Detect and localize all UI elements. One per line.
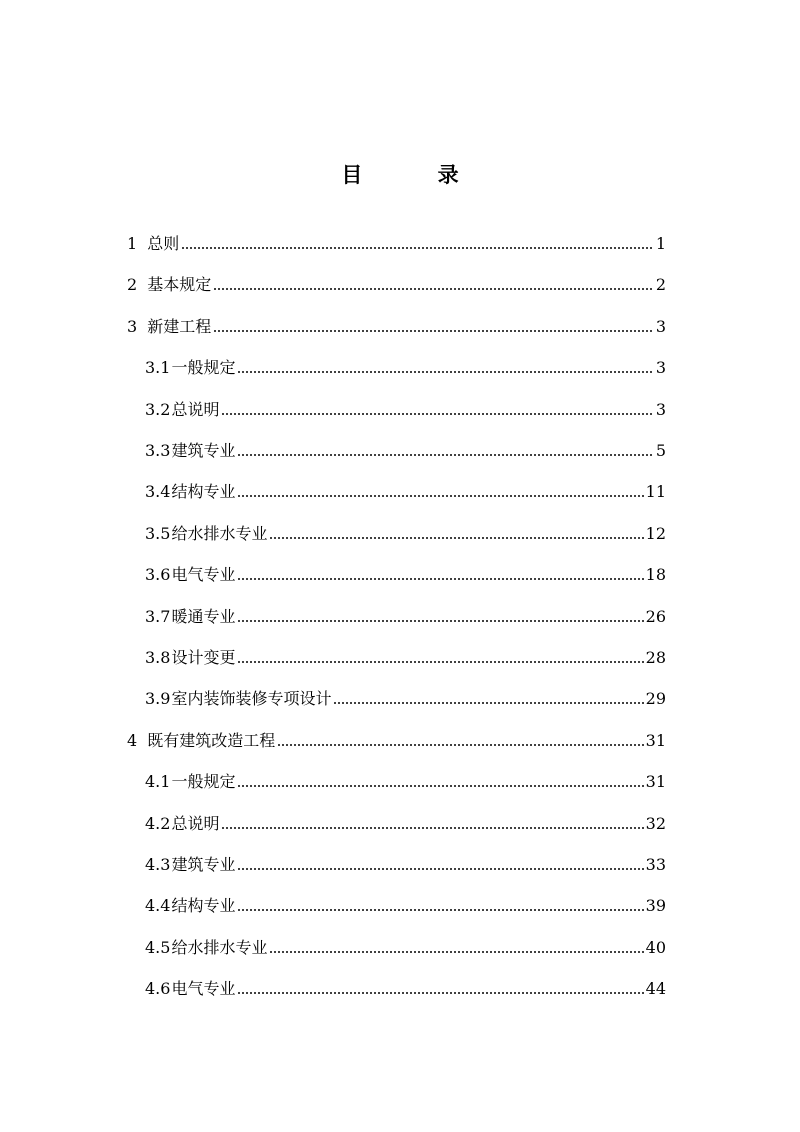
toc-entry-number: 3.4	[145, 482, 171, 502]
toc-entry[interactable]	[145, 390, 666, 420]
toc-entry[interactable]	[145, 597, 666, 627]
toc-entry-page-number: 28	[645, 648, 666, 667]
toc-entry-label	[127, 731, 275, 751]
toc-entry-label	[145, 400, 219, 420]
toc-entry-label	[145, 772, 235, 792]
toc-dot-leader	[237, 454, 653, 456]
toc-dot-leader	[237, 909, 643, 911]
toc-entry-number: 4	[127, 730, 138, 750]
toc-entry[interactable]	[145, 514, 666, 544]
toc-entry-page-number: 12	[645, 523, 666, 543]
toc-dot-leader	[269, 537, 643, 539]
toc-entry-page-number: 31	[645, 730, 666, 750]
toc-entry-number: 3.8	[145, 648, 171, 667]
toc-entry[interactable]	[145, 804, 666, 834]
toc-entry-page-number: 3	[655, 399, 666, 419]
toc-dot-leader	[237, 578, 643, 580]
toc-dot-leader	[213, 288, 654, 290]
toc-entry-number: 3.5	[145, 523, 171, 543]
toc-entry-title: 总则	[147, 234, 180, 253]
toc-entry[interactable]	[145, 472, 666, 502]
toc-entry-page-number: 11	[645, 482, 666, 502]
toc-dot-leader	[221, 413, 653, 415]
toc-entry-label	[127, 317, 211, 337]
toc-entry-title: 设计变更	[171, 648, 236, 667]
toc-entry[interactable]	[145, 762, 666, 792]
toc-entry-number: 3.6	[145, 565, 171, 585]
toc-dot-leader	[237, 661, 643, 663]
toc-dot-leader	[237, 620, 643, 622]
toc-entry-page-number: 26	[645, 606, 666, 626]
toc-entry-number: 4.3	[145, 855, 171, 874]
toc-dot-leader	[269, 951, 643, 953]
toc-entry-page-number: 39	[645, 896, 666, 916]
toc-entry-title: 建筑专业	[171, 855, 236, 874]
toc-dot-leader	[237, 785, 643, 787]
toc-entry-label	[145, 896, 235, 916]
toc-dot-leader	[237, 868, 643, 870]
toc-entry-label	[145, 855, 235, 875]
toc-entry-number: 3.9	[145, 689, 171, 709]
toc-entry-title: 室内装饰装修专项设计	[171, 689, 332, 709]
toc-entry-page-number: 29	[645, 689, 666, 709]
toc-entry-number: 3.3	[145, 441, 171, 460]
toc-entry-label	[145, 482, 235, 502]
toc-dot-leader	[277, 744, 643, 746]
toc-entry-page-number: 40	[645, 937, 666, 957]
toc-dot-leader	[181, 247, 654, 249]
toc-entry-page-number: 1	[655, 234, 666, 253]
toc-entry-title: 暖通专业	[171, 606, 236, 626]
toc-entry-title: 一般规定	[171, 772, 236, 792]
toc-entry-number: 3.1	[145, 358, 171, 378]
toc-entry-page-number: 32	[645, 813, 666, 833]
toc-entry-label	[145, 524, 267, 544]
toc-entry-number: 4.5	[145, 937, 171, 957]
toc-entry-page-number: 3	[655, 316, 666, 336]
toc-entry-title: 新建工程	[147, 316, 212, 336]
toc-entry-page-number: 5	[655, 441, 666, 460]
toc-entry-page-number: 18	[645, 565, 666, 585]
toc-entry-title: 结构专业	[171, 896, 236, 916]
toc-entry-label	[145, 814, 219, 834]
toc-entry[interactable]	[145, 679, 666, 709]
toc-entry-title: 给水排水专业	[171, 523, 268, 543]
toc-entry-label	[145, 648, 235, 668]
toc-entry[interactable]	[127, 265, 666, 295]
toc-entry-label	[145, 979, 235, 999]
toc-entry-number: 4.4	[145, 896, 171, 916]
toc-entry-page-number: 3	[655, 358, 666, 378]
toc-dot-leader	[213, 330, 654, 332]
toc-entry[interactable]	[145, 638, 666, 668]
toc-entry-title: 总说明	[171, 399, 220, 419]
page-title: 目 录	[341, 163, 493, 187]
toc-entry[interactable]	[127, 307, 666, 337]
toc-entry-number: 4.6	[145, 979, 171, 999]
toc-dot-leader	[237, 371, 653, 373]
toc-entry[interactable]	[145, 431, 666, 461]
toc-entry-title: 基本规定	[147, 275, 212, 295]
toc-entry[interactable]	[145, 886, 666, 916]
toc-entry[interactable]	[145, 969, 666, 999]
toc-entry-title: 电气专业	[171, 979, 236, 999]
toc-entry[interactable]	[127, 224, 666, 254]
toc-entry-label	[145, 441, 235, 461]
toc-entry-title: 既有建筑改造工程	[147, 730, 276, 750]
toc-dot-leader	[333, 702, 643, 704]
toc-entry-page-number: 2	[655, 275, 666, 295]
toc-entry[interactable]	[145, 928, 666, 958]
toc-entry-label	[127, 275, 211, 295]
toc-entry-page-number: 31	[645, 772, 666, 792]
toc-entry-number: 4.1	[145, 772, 171, 792]
toc-entry-title: 建筑专业	[171, 441, 236, 460]
toc-entry-title: 总说明	[171, 813, 220, 833]
toc-entry-title: 给水排水专业	[171, 937, 268, 957]
toc-entry-label	[127, 234, 179, 254]
toc-dot-leader	[237, 992, 643, 994]
toc-entry[interactable]	[145, 555, 666, 585]
toc-entry-label	[145, 689, 331, 709]
toc-entry-number: 1	[127, 234, 138, 253]
toc-entry-label	[145, 565, 235, 585]
toc-entry-label	[145, 358, 235, 378]
toc-entry-page-number: 33	[645, 855, 666, 874]
toc-entry-number: 2	[127, 275, 138, 295]
toc-entry-title: 一般规定	[171, 358, 236, 378]
toc-entry-number: 4.2	[145, 813, 171, 833]
toc-entry-number: 3.2	[145, 399, 171, 419]
toc-entry-number: 3.7	[145, 606, 171, 626]
toc-entry-page-number: 44	[645, 979, 666, 999]
toc-entry-title: 结构专业	[171, 482, 236, 502]
toc-entry-title: 电气专业	[171, 565, 236, 585]
toc-entry[interactable]	[127, 721, 666, 751]
toc-entry-label	[145, 938, 267, 958]
toc-entry[interactable]	[145, 348, 666, 378]
toc-entry-label	[145, 607, 235, 627]
toc-entry-number: 3	[127, 316, 138, 336]
toc-entry[interactable]	[145, 845, 666, 875]
toc-dot-leader	[237, 495, 643, 497]
toc-dot-leader	[221, 827, 643, 829]
